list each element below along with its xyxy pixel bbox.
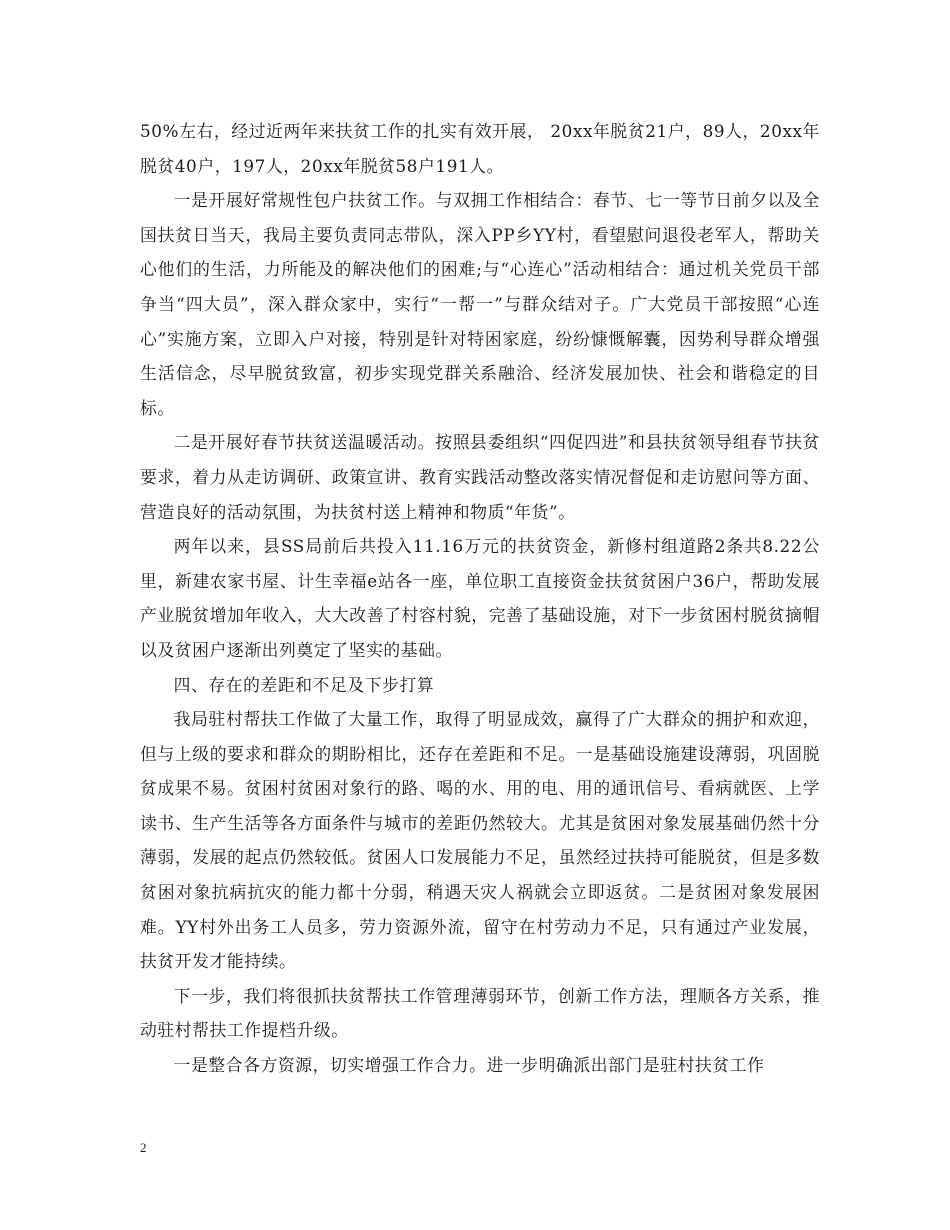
paragraph: 二是开展好春节扶贫送温暖活动。按照县委组织“四促四进”和县扶贫领导组春节扶贫要求，着力从走访调研、政策宣讲、教育实践活动整改落实情况督促和走访慰问等方面、营造良好的活动氛围，为扶贫村送上精神和物质“年货”。 [140, 432, 820, 522]
page-number: 2 [140, 1140, 147, 1155]
section-heading: 四、存在的差距和不足及下步打算 [173, 674, 435, 695]
paragraph: 一是整合各方资源，切实增强工作合力。进一步明确派出部门是驻村扶贫工作 [173, 1055, 765, 1076]
paragraph: 一是开展好常规性包户扶贫工作。与双拥工作相结合：春节、七一等节日前夕以及全国扶贫日当天，我局主要负责同志带队，深入PP乡YY村，看望慰问退役老军人，帮助关心他们的生活，力所能及的解决他们的困难;与“心连心”活动相结合：通过机关党员干部争当“四大员”，深入群众家中，实行“一帮一”与群众结对子。广大党员干部按照“心连心”实施方案，立即入户对接，特别是针对特困家庭，纷纷慷慨解囊，因势利导群众增强生活信念，尽早脱贫致富，初步实现党群关系融洽、经济发展加快、社会和谐稳定的目标。 [140, 190, 820, 418]
paragraph: 下一步，我们将很抓扶贫帮扶工作管理薄弱环节，创新工作方法，理顺各方关系，推动驻村帮扶工作提档升级。 [140, 985, 820, 1041]
paragraph: 两年以来，县SS局前后共投入11.16万元的扶贫资金，新修村组道路2条共8.22公里，新建农家书屋、计生幸福e站各一座，单位职工直接资金扶贫贫困户36户，帮助发展产业脱贫增加年收入，大大改善了村容村貌，完善了基础设施，对下一步贫困村脱贫摘帽以及贫困户逐渐出列奠定了坚实的基础。 [140, 536, 820, 660]
paragraph: 50%左右，经过近两年来扶贫工作的扎实有效开展， 20xx年脱贫21户，89人，20xx年脱贫40户，197人，20xx年脱贫58户191人。 [140, 121, 820, 176]
paragraph: 我局驻村帮扶工作做了大量工作，取得了明显成效，赢得了广大群众的拥护和欢迎，但与上级的要求和群众的期盼相比，还存在差距和不足。一是基础设施建设薄弱，巩固脱贫成果不易。贫困村贫困对象行的路、喝的水、用的电、用的通讯信号、看病就医、上学读书、生产生活等各方面条件与城市的差距仍然较大。尤其是贫困对象发展基础仍然十分薄弱，发展的起点仍然较低。贫困人口发展能力不足，虽然经过扶持可能脱贫，但是多数贫困对象抗病抗灾的能力都十分弱，稍遇天灾人祸就会立即返贫。二是贫困对象发展困难。YY村外出务工人员多，劳力资源外流，留守在村劳动力不足，只有通过产业发展，扶贫开发才能持续。 [140, 709, 820, 972]
body-text [140, 114, 820, 1083]
